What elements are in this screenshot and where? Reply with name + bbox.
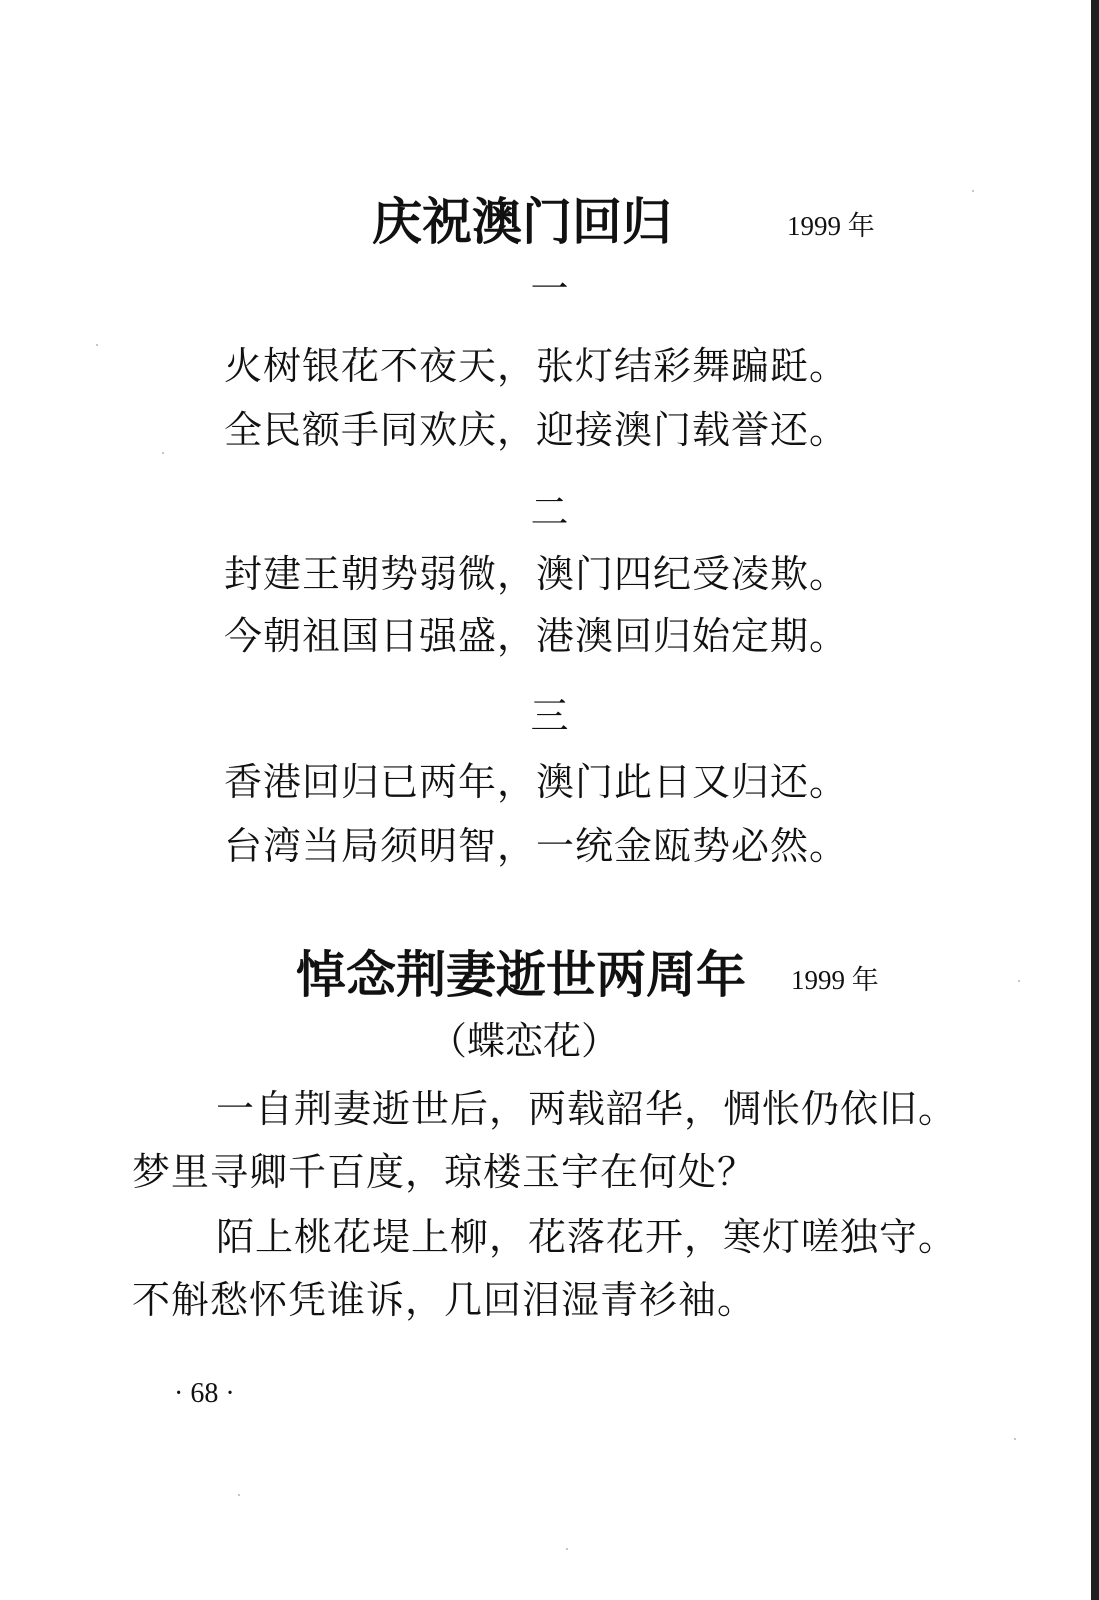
- poem-line: 香港回归已两年，澳门此日又归还。: [224, 760, 849, 804]
- poem-year: 1999 年: [791, 965, 879, 995]
- scan-speck: [1018, 980, 1020, 982]
- poem-title-macau-return: 庆祝澳门回归: [372, 193, 672, 251]
- scan-speck: [162, 452, 164, 454]
- scan-speck: [1014, 1438, 1016, 1440]
- scan-edge-shadow: [1091, 0, 1099, 1600]
- poem-line: 今朝祖国日强盛，港澳回归始定期。: [224, 614, 849, 658]
- poem-title-wife-memorial: 悼念荆妻逝世两周年: [296, 946, 746, 1004]
- poem-line: 台湾当局须明智，一统金瓯势必然。: [224, 824, 849, 868]
- poem-line: 陌上桃花堤上柳，花落花开，寒灯嗟独守。: [216, 1215, 958, 1259]
- scan-speck: [566, 1548, 568, 1550]
- section-number: 一: [530, 267, 569, 311]
- poem-year: 1999 年: [787, 211, 875, 241]
- poem-subtitle-tune: （蝶恋花）: [429, 1019, 620, 1063]
- poem-line: 一自荆妻逝世后，两载韶华，惆怅仍依旧。: [216, 1087, 958, 1131]
- scan-speck: [972, 190, 974, 192]
- section-number: 二: [530, 490, 569, 534]
- scan-speck: [96, 344, 98, 346]
- poem-line: 全民额手同欢庆，迎接澳门载誉还。: [224, 408, 849, 452]
- poem-line: 封建王朝势弱微，澳门四纪受凌欺。: [224, 552, 849, 596]
- section-number: 三: [530, 694, 569, 738]
- poem-line: 火树银花不夜天，张灯结彩舞蹁跹。: [224, 344, 849, 388]
- page-number: · 68 ·: [174, 1378, 235, 1409]
- scan-speck: [238, 1494, 240, 1496]
- poem-line: 梦里寻卿千百度，琼楼玉宇在何处？: [132, 1150, 757, 1194]
- poem-line: 不斛愁怀凭谁诉，几回泪湿青衫袖。: [132, 1278, 757, 1322]
